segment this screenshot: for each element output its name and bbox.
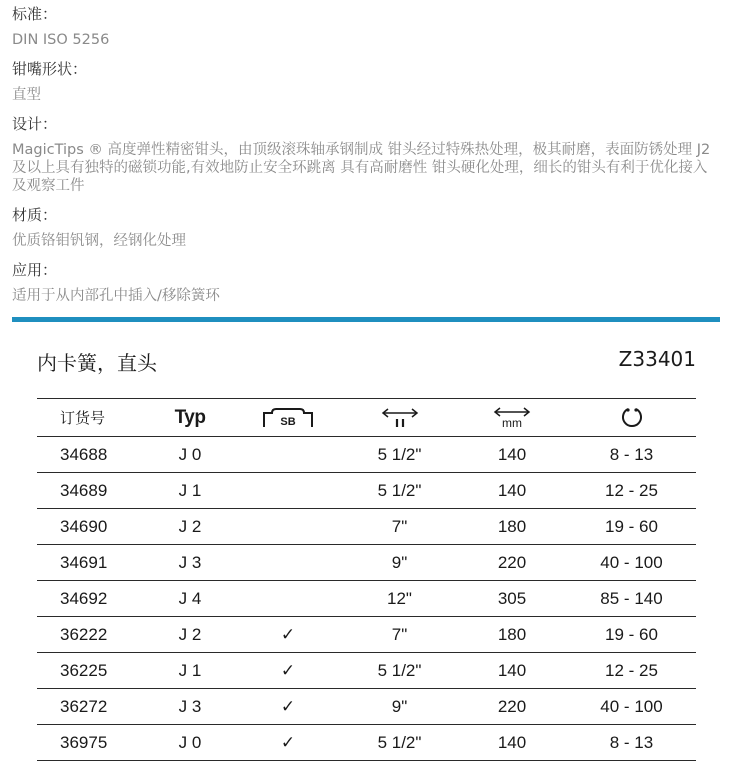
cell-range: 40 - 100 bbox=[567, 689, 696, 725]
cell-order-no: 36222 bbox=[37, 617, 146, 653]
cell-order-no: 34692 bbox=[37, 581, 146, 617]
sb-box-icon bbox=[262, 407, 314, 429]
cell-type: J 2 bbox=[146, 509, 234, 545]
cell-length-inch: 9" bbox=[342, 545, 457, 581]
cell-type: J 1 bbox=[146, 653, 234, 689]
table-row bbox=[37, 617, 696, 653]
cell-length-mm: 220 bbox=[457, 689, 567, 725]
cell-range: 85 - 140 bbox=[567, 581, 696, 617]
cell-order-no: 34691 bbox=[37, 545, 146, 581]
cell-sb-check bbox=[234, 581, 342, 617]
header-type-label: Typ bbox=[174, 406, 206, 428]
cell-range: 19 - 60 bbox=[567, 617, 696, 653]
section-divider bbox=[12, 317, 720, 322]
header-length-inch bbox=[342, 399, 457, 437]
cell-sb-check bbox=[234, 509, 342, 545]
spec-label-jaw-shape: 钳嘴形状： bbox=[12, 60, 88, 78]
table-row bbox=[37, 509, 696, 545]
length-mm-label: mm bbox=[502, 415, 522, 430]
cell-type: J 1 bbox=[146, 473, 234, 509]
table-row bbox=[37, 653, 696, 689]
cell-sb-check: ✓ bbox=[234, 617, 342, 653]
cell-length-mm: 140 bbox=[457, 653, 567, 689]
cell-order-no: 34688 bbox=[37, 437, 146, 473]
spec-value-design: MagicTips ® 高度弹性精密钳头，由顶级滚珠轴承钢制成 钳头经过特殊热处理，极其耐磨，表面防锈处理 J2及以上具有独特的磁锁功能,有效地防止安全环跳离 具有高耐磨性 钳头硬化处理，细长的钳头有利于优化接入及观察工件 bbox=[12, 142, 711, 194]
cell-range: 12 - 25 bbox=[567, 653, 696, 689]
cell-sb-check: ✓ bbox=[234, 725, 342, 761]
cell-order-no: 36272 bbox=[37, 689, 146, 725]
cell-length-mm: 180 bbox=[457, 617, 567, 653]
table-row bbox=[37, 437, 696, 473]
cell-length-inch: 5 1/2" bbox=[342, 725, 457, 761]
table-header-row bbox=[37, 399, 696, 437]
table-row bbox=[37, 545, 696, 581]
header-type bbox=[146, 399, 234, 437]
cell-range: 8 - 13 bbox=[567, 437, 696, 473]
cell-length-inch: 7" bbox=[342, 509, 457, 545]
cell-type: J 3 bbox=[146, 545, 234, 581]
spec-value-application: 适用于从内部孔中插入/移除簧环 bbox=[12, 288, 220, 304]
table-body bbox=[37, 437, 696, 761]
length-mm-icon bbox=[492, 406, 532, 430]
section-code: Z33401 bbox=[618, 347, 696, 371]
cell-sb-check bbox=[234, 437, 342, 473]
cell-length-inch: 7" bbox=[342, 617, 457, 653]
cell-length-mm: 220 bbox=[457, 545, 567, 581]
cell-length-inch: 5 1/2" bbox=[342, 473, 457, 509]
header-sb bbox=[234, 399, 342, 437]
spec-value-material: 优质铬钼钒钢，经钢化处理 bbox=[12, 233, 186, 249]
cell-order-no: 36975 bbox=[37, 725, 146, 761]
cell-type: J 0 bbox=[146, 437, 234, 473]
length-inch-icon bbox=[380, 407, 420, 429]
cell-length-mm: 140 bbox=[457, 725, 567, 761]
cell-sb-check bbox=[234, 473, 342, 509]
cell-range: 40 - 100 bbox=[567, 545, 696, 581]
cell-length-mm: 140 bbox=[457, 437, 567, 473]
spec-value-jaw-shape: 直型 bbox=[12, 87, 41, 103]
cell-order-no: 34689 bbox=[37, 473, 146, 509]
cell-order-no: 36225 bbox=[37, 653, 146, 689]
spec-label-standard: 标准： bbox=[12, 5, 58, 23]
cell-range: 12 - 25 bbox=[567, 473, 696, 509]
cell-length-mm: 180 bbox=[457, 509, 567, 545]
spec-label-design: 设计： bbox=[12, 115, 58, 133]
header-range bbox=[567, 399, 696, 437]
cell-length-inch: 5 1/2" bbox=[342, 653, 457, 689]
cell-type: J 0 bbox=[146, 725, 234, 761]
cell-length-inch: 5 1/2" bbox=[342, 437, 457, 473]
cell-length-mm: 305 bbox=[457, 581, 567, 617]
cell-sb-check: ✓ bbox=[234, 653, 342, 689]
table-row bbox=[37, 725, 696, 761]
table-row bbox=[37, 473, 696, 509]
cell-sb-check: ✓ bbox=[234, 689, 342, 725]
cell-sb-check bbox=[234, 545, 342, 581]
cell-range: 8 - 13 bbox=[567, 725, 696, 761]
header-length-mm bbox=[457, 399, 567, 437]
spec-label-application: 应用： bbox=[12, 261, 58, 279]
header-order-no: 订货号 bbox=[37, 399, 146, 437]
section-title: 内卡簧，直头 bbox=[37, 351, 157, 375]
spec-label-material: 材质： bbox=[12, 206, 58, 224]
sb-box-label: SB bbox=[280, 415, 296, 428]
cell-length-mm: 140 bbox=[457, 473, 567, 509]
spec-value-standard: DIN ISO 5256 bbox=[12, 32, 110, 48]
cell-type: J 3 bbox=[146, 689, 234, 725]
product-table bbox=[37, 398, 696, 761]
cell-type: J 2 bbox=[146, 617, 234, 653]
cell-range: 19 - 60 bbox=[567, 509, 696, 545]
cell-length-inch: 12" bbox=[342, 581, 457, 617]
table-row bbox=[37, 581, 696, 617]
circlip-range-icon bbox=[620, 406, 644, 430]
cell-length-inch: 9" bbox=[342, 689, 457, 725]
cell-order-no: 34690 bbox=[37, 509, 146, 545]
cell-type: J 4 bbox=[146, 581, 234, 617]
table-row bbox=[37, 689, 696, 725]
